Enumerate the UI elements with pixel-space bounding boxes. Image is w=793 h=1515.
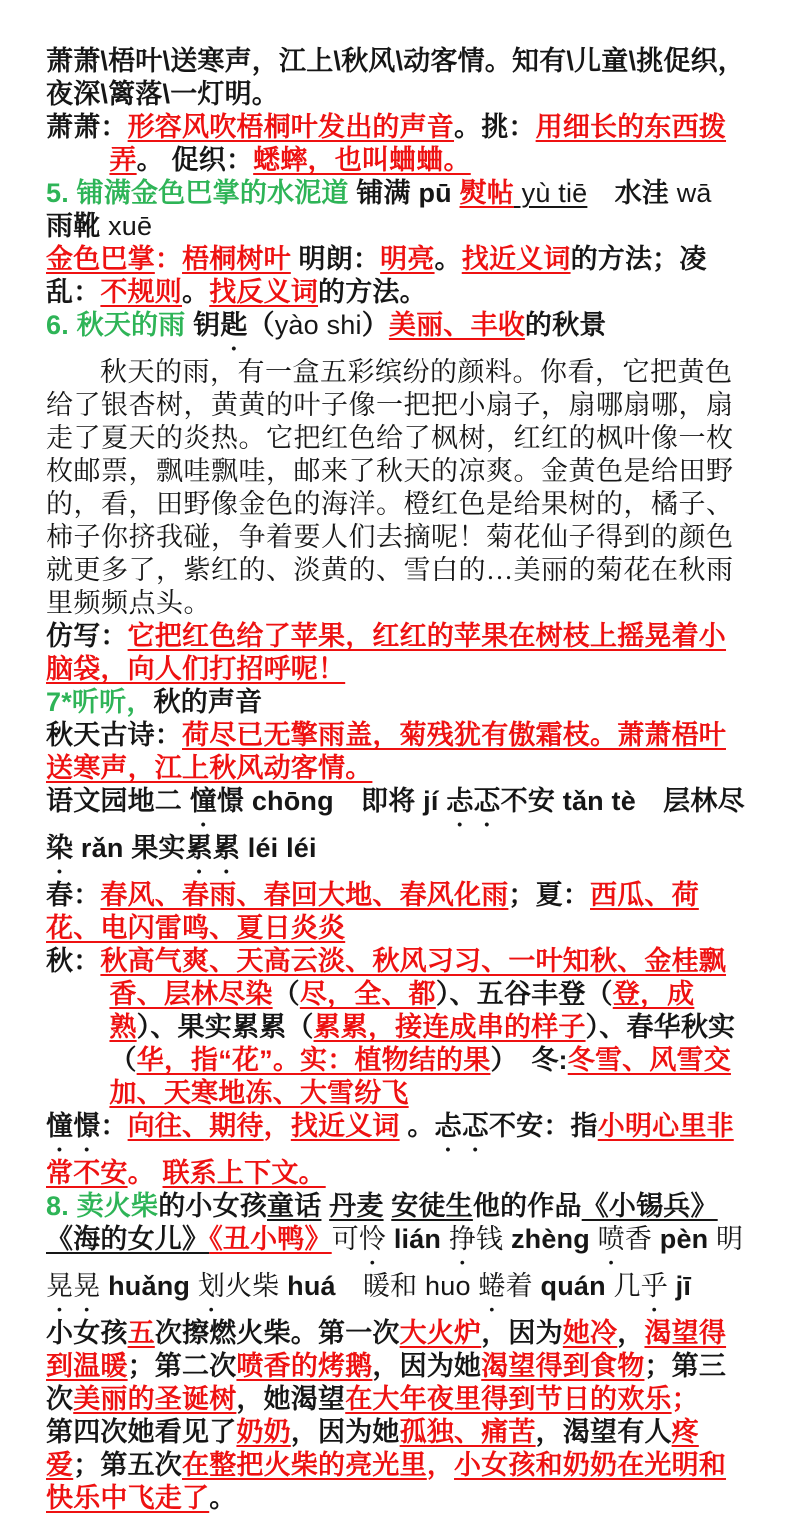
lesson-8-heading bbox=[46, 1190, 749, 1317]
text-segment: 疼爱 bbox=[46, 1417, 699, 1480]
text-segment: 。 bbox=[182, 277, 210, 307]
text-segment: 它把红色给了苹果，红红的苹果在树枝上摇晃着小脑袋，向人们打招呼呢！ bbox=[46, 621, 727, 684]
text-segment: 五 bbox=[127, 1318, 155, 1348]
text-segment bbox=[386, 1224, 394, 1254]
text-segment: 找近义词 bbox=[461, 244, 571, 274]
text-segment: 火柴 bbox=[225, 1271, 288, 1301]
text-segment: 累累，接连成串的样子 bbox=[313, 1012, 586, 1042]
notes-xiaoxiao bbox=[46, 111, 749, 177]
text-segment: 。 bbox=[434, 244, 462, 274]
text-segment: 6. 秋天的雨 bbox=[46, 310, 186, 340]
text-segment: rǎn bbox=[80, 833, 124, 863]
lesson-6-excerpt bbox=[46, 356, 749, 620]
text-segment: 挣 bbox=[448, 1224, 477, 1254]
text-segment: 划 bbox=[197, 1271, 226, 1301]
text-segment: ）、果实累累（ bbox=[136, 1012, 314, 1042]
text-segment: 铺满 bbox=[348, 178, 419, 208]
text-segment: yù tiē bbox=[513, 178, 588, 208]
text-segment: ，渴望有人 bbox=[535, 1417, 672, 1447]
text-segment: 暖和 bbox=[335, 1271, 426, 1301]
text-segment: 小女孩 bbox=[46, 1318, 128, 1348]
text-segment: 萧萧\梧叶\送寒声，江上\秋风\动客情。知有\儿童\挑促织，夜深\篱落\一灯明。 bbox=[46, 46, 746, 109]
text-segment: 用细长的东西拨弄 bbox=[109, 112, 727, 175]
text-segment: 的方法；凌乱： bbox=[46, 244, 707, 307]
text-segment: ；第二次 bbox=[127, 1351, 237, 1381]
match-girl-wishes-2 bbox=[46, 1416, 749, 1515]
text-segment: 丹麦 bbox=[329, 1191, 384, 1221]
text-segment: 晃晃 bbox=[46, 1271, 101, 1301]
text-segment: 将 bbox=[388, 786, 424, 816]
text-segment: 联系上下文。 bbox=[162, 1158, 326, 1188]
poem-night-scene bbox=[46, 45, 749, 111]
text-segment: 在整把火柴的亮光里 bbox=[182, 1450, 427, 1480]
text-segment: 金色巴掌 bbox=[46, 244, 155, 274]
autumn-poems bbox=[46, 719, 749, 785]
text-segment bbox=[73, 833, 81, 863]
text-segment bbox=[155, 1158, 163, 1188]
text-segment: 大火炉 bbox=[399, 1318, 482, 1348]
text-segment: 水洼 bbox=[587, 178, 677, 208]
text-segment: 在大年夜里得到节日的欢乐 bbox=[345, 1384, 672, 1414]
text-segment bbox=[441, 1224, 449, 1254]
text-segment: 憧憬 bbox=[46, 1111, 101, 1141]
text-segment: 华，指“花”。实：植物结的果 bbox=[136, 1045, 491, 1075]
text-segment: 《丑小鸭》 bbox=[209, 1224, 332, 1254]
text-segment: ； bbox=[671, 1384, 699, 1414]
text-segment: ， bbox=[426, 1450, 455, 1480]
text-segment: （ bbox=[247, 310, 275, 340]
text-segment: 层林尽 bbox=[635, 786, 745, 816]
text-segment: 不安：指 bbox=[488, 1111, 598, 1141]
text-segment: 次擦燃火柴。第一次 bbox=[154, 1318, 400, 1348]
text-segment: huǎng bbox=[108, 1271, 191, 1301]
text-segment: 形容风吹梧桐叶发出的声音 bbox=[127, 112, 455, 142]
text-segment: ： bbox=[100, 1111, 128, 1141]
text-segment: 语文园地二 bbox=[46, 786, 190, 816]
text-segment: 。 bbox=[127, 1158, 155, 1188]
text-segment: ）、五谷丰登（ bbox=[435, 979, 613, 1009]
lesson-5-notes bbox=[46, 243, 749, 309]
text-segment: ） 冬: bbox=[490, 1045, 568, 1075]
text-segment bbox=[471, 1271, 479, 1301]
text-segment: 香 bbox=[624, 1224, 660, 1254]
text-segment: ） bbox=[361, 310, 389, 340]
text-segment: 梧桐树叶 bbox=[182, 244, 291, 274]
text-segment: chōng bbox=[251, 786, 334, 816]
text-segment: 熨帖 bbox=[459, 178, 514, 208]
text-segment: 找反义词 bbox=[209, 277, 319, 307]
chongjing-notes bbox=[46, 1110, 749, 1190]
text-segment: 的秋景 bbox=[524, 310, 607, 340]
text-segment: ）、春华秋实（ bbox=[109, 1012, 736, 1075]
text-segment: 《小锡兵》《海的女儿》 bbox=[46, 1191, 718, 1254]
text-segment: 她冷 bbox=[562, 1318, 618, 1348]
text-segment: 秋： bbox=[46, 946, 101, 976]
text-segment: 明亮 bbox=[380, 244, 435, 274]
text-segment: ： bbox=[154, 244, 183, 274]
text-segment: 果实 bbox=[123, 833, 186, 863]
text-segment: pèn bbox=[659, 1224, 709, 1254]
text-segment: 7*听听， bbox=[46, 687, 154, 717]
text-segment: 憧 bbox=[189, 786, 217, 816]
text-segment: zhèng bbox=[510, 1224, 590, 1254]
text-segment: 忐忑 bbox=[434, 1111, 489, 1141]
text-segment: lián bbox=[393, 1224, 442, 1254]
text-segment: ，因为 bbox=[481, 1318, 563, 1348]
text-segment: 喷 bbox=[597, 1224, 625, 1254]
text-segment: 冬雪、风雪交加、天寒地冻、大雪纷飞 bbox=[109, 1045, 731, 1108]
text-segment: 的小女孩 bbox=[158, 1191, 268, 1221]
text-segment: 渴望得到温暖 bbox=[46, 1318, 727, 1381]
text-segment: 怜 bbox=[358, 1224, 387, 1254]
text-segment: 乎 bbox=[640, 1271, 668, 1301]
text-segment: 秋天的雨，有一盒五彩缤纷的颜料。你看，它把黄色给了银杏树，黄黄的叶子像一把把小扇子，扇哪扇哪，扇走了夏天的炎热。它把红色给了枫树，红红的枫叶像一枚枚邮票，飘哇飘哇，邮来了秋天的凉爽。金黄色是给田野的，看，田野像金色的海洋。橙红色是给果树的，橘子、柿子你挤我碰，争着要人们去摘呢！菊花仙子得到的颜色就更多了，紫红的、淡黄的、雪白的…美丽的菊花在秋雨里频频点头。 bbox=[46, 357, 734, 618]
text-segment: 秋的声音 bbox=[153, 687, 263, 717]
text-segment: 即 bbox=[333, 786, 389, 816]
text-segment: 仿写： bbox=[46, 621, 128, 651]
text-segment: léi léi bbox=[247, 833, 317, 863]
text-segment: ，她渴望 bbox=[236, 1384, 346, 1414]
text-segment bbox=[321, 1191, 329, 1221]
text-segment: 着 bbox=[505, 1271, 541, 1301]
text-segment bbox=[668, 1271, 676, 1301]
text-segment: 几 bbox=[605, 1271, 641, 1301]
text-segment: ， bbox=[263, 1111, 291, 1141]
text-segment: 雨靴 bbox=[46, 178, 739, 241]
text-segment: 找近义词 bbox=[290, 1111, 400, 1141]
text-segment: 小明心里非常不安 bbox=[46, 1111, 734, 1188]
text-segment: 荷尽已无擎雨盖，菊残犹有傲霜枝。萧萧梧叶送寒声，江上秋风动客情。 bbox=[46, 720, 726, 783]
text-segment: 喷香的烤鹅 bbox=[236, 1351, 373, 1381]
text-segment: ，因为她 bbox=[290, 1417, 400, 1447]
text-segment: ，因为她 bbox=[372, 1351, 482, 1381]
text-segment: 憬 bbox=[216, 786, 252, 816]
text-segment: xuē bbox=[108, 211, 153, 241]
text-segment: 尽，全、都 bbox=[299, 979, 436, 1009]
text-segment: 。 bbox=[209, 1483, 237, 1513]
text-segment: 不规则 bbox=[100, 277, 183, 307]
text-segment: 。 bbox=[399, 1111, 435, 1141]
text-segment: 春： bbox=[46, 880, 101, 910]
text-segment: 登，成熟 bbox=[109, 979, 695, 1042]
match-girl-wishes-1 bbox=[46, 1317, 749, 1416]
text-segment: 钥 bbox=[185, 310, 221, 340]
lesson-7-heading bbox=[46, 686, 749, 719]
text-segment: 累累 bbox=[185, 833, 241, 863]
text-segment: 他的作品 bbox=[472, 1191, 582, 1221]
lesson-6-heading bbox=[46, 309, 749, 356]
text-segment: （ bbox=[272, 979, 300, 1009]
text-segment: 明朗： bbox=[290, 244, 381, 274]
text-segment: 美丽的圣诞树 bbox=[73, 1384, 237, 1414]
text-segment: 美丽、丰收 bbox=[388, 310, 525, 340]
text-segment: 孤独、痛苦 bbox=[399, 1417, 536, 1447]
text-segment bbox=[100, 1271, 108, 1301]
text-segment: 8. 卖火柴 bbox=[46, 1191, 159, 1221]
text-segment: 童话 bbox=[267, 1191, 322, 1221]
text-segment: 忐忑 bbox=[446, 786, 501, 816]
text-segment: ；第五次 bbox=[73, 1450, 183, 1480]
text-segment: 第四次她看见了 bbox=[46, 1417, 237, 1447]
text-segment bbox=[590, 1224, 598, 1254]
text-segment: 秋高气爽、天高云淡、秋风习习、一叶知秋、金桂飘香、层林尽染 bbox=[100, 946, 727, 1009]
text-segment: 安徒生 bbox=[391, 1191, 473, 1221]
text-segment: jí bbox=[423, 786, 439, 816]
text-segment: pū bbox=[418, 178, 460, 208]
text-segment bbox=[190, 1271, 198, 1301]
text-segment: 5. 铺满金色巴掌的水泥道 bbox=[46, 178, 349, 208]
text-segment: 春风、春雨、春回大地、春风化雨 bbox=[100, 880, 509, 910]
autumn-winter-words bbox=[46, 945, 749, 1110]
text-segment: tǎn tè bbox=[562, 786, 636, 816]
text-segment: 蟋蟀，也叫蛐蛐。 bbox=[253, 145, 471, 175]
text-segment: 向往、期待 bbox=[127, 1111, 264, 1141]
text-segment: 蜷 bbox=[478, 1271, 506, 1301]
text-segment: 钱 bbox=[476, 1224, 511, 1254]
text-segment: 秋天古诗： bbox=[46, 720, 182, 750]
text-segment: ， bbox=[617, 1318, 645, 1348]
text-segment: 不安 bbox=[500, 786, 563, 816]
text-segment: 可 bbox=[331, 1224, 359, 1254]
text-segment: 明 bbox=[708, 1224, 744, 1254]
text-segment bbox=[240, 833, 248, 863]
text-segment: 渴望得到食物 bbox=[481, 1351, 645, 1381]
text-segment: 小女孩和奶奶在光明和快乐中飞走了 bbox=[46, 1450, 727, 1513]
text-segment: 匙 bbox=[220, 310, 248, 340]
text-segment: yào shi bbox=[274, 310, 362, 340]
text-segment: 。 促织： bbox=[136, 145, 254, 175]
text-segment: huá bbox=[287, 1271, 336, 1301]
text-segment: 奶奶 bbox=[236, 1417, 291, 1447]
garden-2-pinyin bbox=[46, 785, 749, 879]
text-segment: wā bbox=[676, 178, 712, 208]
text-segment: 萧萧： bbox=[46, 112, 128, 142]
text-segment: ；夏： bbox=[508, 880, 591, 910]
text-segment: jī bbox=[675, 1271, 692, 1301]
text-segment: 西瓜、荷花、电闪雷鸣、夏日炎炎 bbox=[46, 880, 699, 943]
text-segment: 的方法。 bbox=[318, 277, 427, 307]
text-segment bbox=[384, 1191, 392, 1221]
spring-summer-words bbox=[46, 879, 749, 945]
text-segment: 。挑： bbox=[454, 112, 536, 142]
lesson-5-heading bbox=[46, 177, 749, 243]
text-segment: quán bbox=[540, 1271, 606, 1301]
text-segment: huo bbox=[425, 1271, 471, 1301]
text-segment: ；第三次 bbox=[46, 1351, 727, 1414]
text-segment: 染 bbox=[46, 833, 74, 863]
imitation-sentence bbox=[46, 620, 749, 686]
